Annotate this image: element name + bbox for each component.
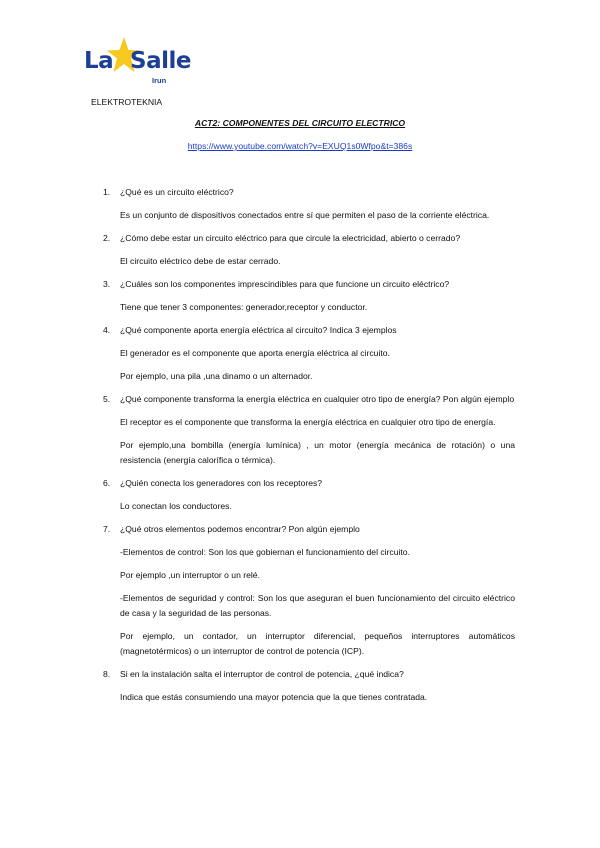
- answer-paragraph: Por ejemplo ,un interruptor o un relé.: [120, 570, 260, 580]
- answer-paragraph: Es un conjunto de dispositivos conectados entre sí que permiten el paso de la corriente eléctrica.: [120, 210, 490, 220]
- question-text: ¿Cómo debe estar un circuito eléctrico para que circule la electricidad, abierto o cerrado?: [120, 233, 461, 243]
- answer-paragraph: El generador es el componente que aporta energía eléctrica al circuito.: [120, 348, 390, 358]
- answer-paragraph: Por ejemplo, una pila ,una dinamo o un alternador.: [120, 371, 313, 381]
- question-number: 4.: [103, 325, 111, 335]
- question-8: [103, 667, 515, 682]
- question-text: ¿Qué componente aporta energía eléctrica al circuito? Indica 3 ejemplos: [120, 325, 397, 335]
- logo-sub-irun: Irun: [152, 76, 167, 85]
- question-2: [103, 231, 515, 246]
- answer-paragraph: Lo conectan los conductores.: [120, 501, 232, 511]
- answer-paragraph: El receptor es el componente que transforma la energía eléctrica en cualquier otro tipo de energía.: [120, 417, 496, 427]
- question-list: [103, 185, 515, 713]
- answer-paragraph: Indica que estás consumiendo una mayor potencia que la que tienes contratada.: [120, 692, 428, 702]
- question-text: ¿Cuáles son los componentes imprescindibles para que funcione un circuito eléctrico?: [120, 279, 450, 289]
- question-text: ¿Qué es un circuito eléctrico?: [120, 187, 234, 197]
- question-1: [103, 185, 515, 200]
- question-4: [103, 323, 515, 338]
- question-text: ¿Quién conecta los generadores con los receptores?: [120, 478, 323, 488]
- question-number: 5.: [103, 394, 111, 404]
- question-text: Si en la instalación salta el interruptor de control de potencia, ¿qué indica?: [120, 669, 404, 679]
- youtube-link[interactable]: https://www.youtube.com/watch?v=EXUQ1s0Wfpo&t=386s: [187, 141, 413, 151]
- question-number: 6.: [103, 478, 111, 488]
- question-5: [103, 392, 515, 407]
- answer-paragraph: -Elementos de seguridad y control: Son los que aseguran el buen funcionamiento del circuito eléctrico de casa y la seguridad de las personas.: [120, 593, 515, 618]
- question-7: [103, 522, 515, 537]
- logo-word-la: La: [84, 48, 114, 74]
- answer-paragraph: El circuito eléctrico debe de estar cerrado.: [120, 256, 281, 266]
- logo-word-salle: Salle: [130, 48, 191, 74]
- answer-paragraph: Por ejemplo,una bombilla (energía lumínica) , un motor (energía mecánica de rotación) o una resistencia (energía calorífica o térmica).: [120, 440, 515, 465]
- question-number: 2.: [103, 233, 111, 243]
- question-text: ¿Qué componente transforma la energía eléctrica en cualquier otro tipo de energía? Pon algún ejemplo: [120, 394, 515, 404]
- question-number: 7.: [103, 524, 111, 534]
- answer-paragraph: Por ejemplo, un contador, un interruptor diferencial, pequeños interruptores automáticos (magnetotérmicos) o un interruptor de control de potencia (ICP).: [120, 631, 515, 656]
- answer-paragraph: -Elementos de control: Son los que gobiernan el funcionamiento del circuito.: [120, 547, 410, 557]
- question-text: ¿Qué otros elementos podemos encontrar? Pon algún ejemplo: [120, 524, 360, 534]
- question-number: 3.: [103, 279, 111, 289]
- document-title: ACT2: COMPONENTES DEL CIRCUITO ELECTRICO: [194, 118, 406, 128]
- question-number: 8.: [103, 669, 111, 679]
- la-salle-logo: [84, 36, 194, 94]
- question-number: 1.: [103, 187, 111, 197]
- subject-label: ELEKTROTEKNIA: [91, 97, 163, 107]
- answer-paragraph: Tiene que tener 3 componentes: generador,receptor y conductor.: [120, 302, 368, 312]
- question-3: [103, 277, 515, 292]
- question-6: [103, 476, 515, 491]
